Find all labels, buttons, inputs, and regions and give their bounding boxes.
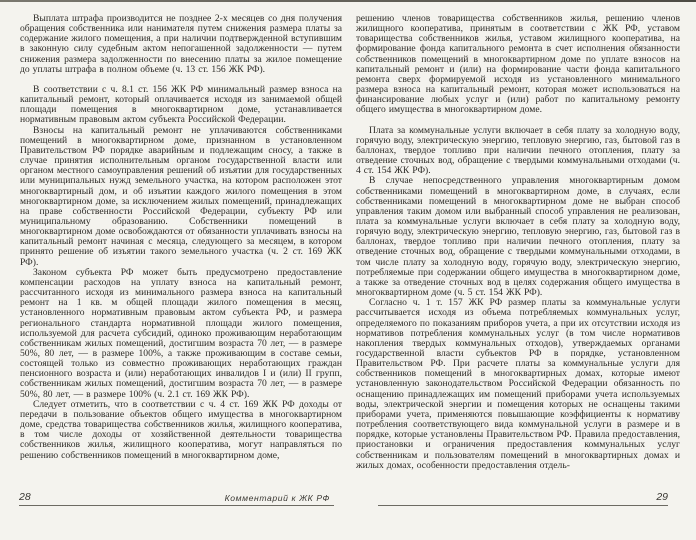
left-page [20, 14, 342, 461]
running-title: Комментарий к ЖК РФ [224, 493, 330, 503]
paragraph: Законом субъекта РФ может быть предусмотрено предоставление компенсации расходов на уплату взноса на капитальный ремонт, рассчитанного исходя из минимального размера взноса на капитальный ремонт на 1 кв. м общей площади жилого помещения в месяц, установленного нормативным правовым актом субъекта РФ, и размера регионального стандарта нормативной площади жилого помещения, используемой для расчета субсидий, одиноко проживающим неработающим собственникам жилых помещений, достигшим возраста 70 лет, — в размере 50%, 80 лет, — в размере 100%, а также проживающим в составе семьи, состоящей только из совместно проживающих неработающих граждан пенсионного возраста и (или) неработающих инвалидов I и (или) II групп, собственникам жилых помещений, достигшим возраста 70 лет, — в размере 50%, 80 лет, — в размере 100% (ч. 2.1 ст. 169 ЖК РФ). [20, 266, 342, 400]
paragraph: В соответствии с ч. 8.1 ст. 156 ЖК РФ минимальный размер взноса на капитальный ремонт, который оплачивается исходя из занимаемой общей площади помещения в многоквартирном доме, устанавливается нормативным правовым актом субъекта Российской Федерации. [20, 83, 342, 126]
scan-top-edge [0, 0, 696, 2]
paragraph: решению членов товарищества собственников жилья, решению членов жилищного кооператива, принятым в соответствии с ЖК РФ, уставом товарищества собственников жилья, уставом жилищного кооператива, на формирование фонда капитального ремонта в счет исполнения обязанности собственников помещений в многоквартирном доме по уплате взносов на капитальный ремонт и (или) на формирование части фонда капитального ремонта сверх формируемой исходя из установленного минимального размера взноса на капитальный ремонт, которая может использоваться на финансирование любых услуг и (или) работ по капитальному ремонту общего имущества в многоквартирном доме. [356, 13, 680, 116]
paragraph: В случае непосредственного управления многоквартирным домом собственниками помещений в многоквартирном доме, в случаях, если собственниками помещений в многоквартирном доме не выбран способ управления таким домом или выбранный способ управления не реализован, плата за коммунальные услуги включает в себя плату за холодную воду, горячую воду, электрическую энергию, тепловую энергию, газ, бытовой газ в баллонах, твердое топливо при наличии печного отопления, плату за отведение сточных вод, обращение с твердыми коммунальными отходами, в том числе плату за холодную воду, горячую воду, электрическую энергию, потребляемые при содержании общего имущества в многоквартирном доме, а также за отведение сточных вод в целях содержания общего имущества в многоквартирном доме (ч. 5 ст. 154 ЖК РФ). [356, 175, 680, 299]
paragraph: Согласно ч. 1 т. 157 ЖК РФ размер платы за коммунальные услуги рассчитывается исходя из объема потребляемых коммунальных услуг, определяемого по показаниям приборов учета, а при их отсутствии исходя из нормативов потребления коммунальных услуг (в том числе нормативов накопления твердых коммунальных отходов), утверждаемых органами государственной власти субъектов РФ в порядке, установленном Правительством РФ. При расчете платы за коммунальные услуги для собственников помещений в многоквартирных домах, которые имеют установленную законодательством Российской Федерации обязанность по оснащению принадлежащих им помещений приборами учета используемых воды, электрической энергии и помещения которых не оснащены такими приборами учета, применяются повышающие коэффициенты к нормативу потребления соответствующего вида коммунальной услуги в размере и в порядке, которые установлены Правительством РФ. Правила предоставления, приостановки и ограничения предоставления коммунальных услуг собственникам и пользователям помещений в многоквартирных домах и жилых домах, особенности предоставления отдель- [356, 297, 680, 471]
right-page-footer [378, 491, 668, 506]
paragraph: Плата за коммунальные услуги включает в себя плату за холодную воду, горячую воду, электрическую энергию, тепловую энергию, газ, бытовой газ в баллонах, твердое топливо при наличии печного отопления, плату за отведение сточных вод, обращение с твердыми коммунальными отходами (ч. 4 ст. 154 ЖК РФ). [356, 124, 680, 177]
paragraph: Следует отметить, что в соответствии с ч. 4 ст. 169 ЖК РФ доходы от передачи в пользование объектов общего имущества в многоквартирном доме, средства товарищества собственников жилья, жилищного кооператива, в том числе доходы от хозяйственной деятельности товарищества собственников жилья, жилищного кооператива, могут направляться по решению собственников помещений в многоквартирном доме, [20, 398, 342, 461]
paragraph: Взносы на капитальный ремонт не уплачиваются собственниками помещений в многоквартирном доме, признанном в установленном Правительством РФ порядке аварийным и подлежащим сносу, а также в случае принятия исполнительным органом государственной власти или органом местного самоуправления решений об изъятии для государственных или муниципальных нужд земельного участка, на котором расположен этот многоквартирный дом, и об изъятии каждого жилого помещения в этом многоквартирном доме, за исключением жилых помещений, принадлежащих на праве собственности Российской Федерации, субъекту РФ или муниципальному образованию. Собственники помещений в многоквартирном доме освобождаются от обязанности уплачивать взносы на капитальный ремонт начиная с месяца, следующего за месяцем, в котором принято решение об изъятии такого земельного участка (ч. 2 ст. 169 ЖК РФ). [20, 124, 342, 268]
left-page-footer [19, 491, 334, 506]
paragraph: Выплата штрафа производится не позднее 2-х месяцев со дня получения обращения собственника или нанимателя путем снижения размера платы за содержание жилого помещения, а при наличии подтвержденной вступившим в законную силу судебным актом непогашенной задолженности — путем снижения размера задолженности по внесению платы за жилое помещение до уплаты штрафа в полном объеме (ч. 13 ст. 156 ЖК РФ). [20, 13, 342, 75]
page-number-right: 29 [656, 491, 668, 503]
page-number-left: 28 [19, 491, 31, 503]
right-page [356, 14, 680, 471]
